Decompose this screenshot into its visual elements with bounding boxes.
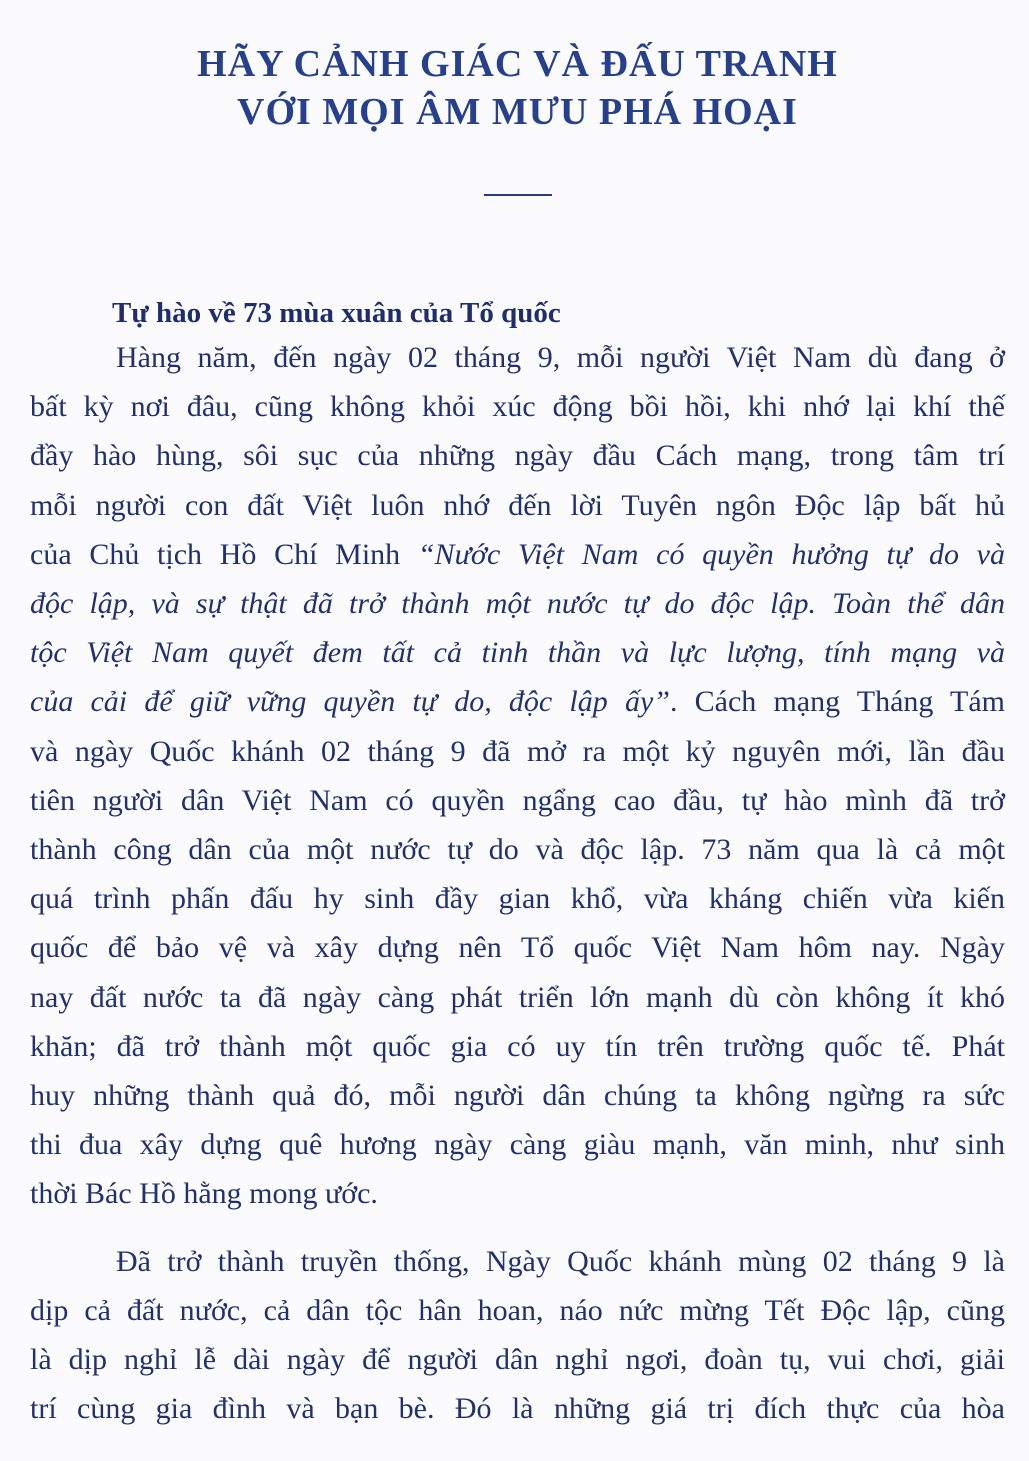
- text-line: [30, 530, 1005, 579]
- quote-text: “Nước Việt Nam có quyền hưởng tự do và: [417, 537, 1005, 571]
- text-line: Hàng năm, đến ngày 02 tháng 9, mỗi người Việt Nam dù đang ở: [116, 341, 1005, 374]
- text-line: tiên người dân Việt Nam có quyền ngẩng cao đầu, tự hào mình đã trở: [30, 783, 1005, 817]
- text-line: Đã trở thành truyền thống, Ngày Quốc khánh mùng 02 tháng 9 là: [116, 1244, 1005, 1278]
- text-line: đầy hào hùng, sôi sục của những ngày đầu Cách mạng, trong tâm trí: [30, 439, 1005, 473]
- paragraph-2: [30, 1237, 1005, 1434]
- paragraph-1: [30, 333, 1005, 1219]
- text-line: quốc để bảo vệ và xây dựng nên Tổ quốc Việt Nam hôm nay. Ngày: [30, 931, 1005, 965]
- quote-text: độc lập, và sự thật đã trở thành một nước tự do độc lập. Toàn thể dân: [30, 587, 1005, 621]
- text-line: quá trình phấn đấu hy sinh đầy gian khổ, vừa kháng chiến vừa kiến: [30, 882, 1005, 916]
- text-line: dịp cả đất nước, cả dân tộc hân hoan, náo nức mừng Tết Độc lập, cũng: [30, 1293, 1005, 1327]
- document-page: [30, 0, 1005, 1433]
- text-line: thi đua xây dựng quê hương ngày càng giàu mạnh, văn minh, như sinh: [30, 1128, 1005, 1162]
- text-run: . Cách mạng Tháng Tám: [669, 685, 1005, 719]
- quote-text: của cải để giữ vững quyền tự do, độc lập ấy”: [30, 685, 670, 719]
- text-line: nay đất nước ta đã ngày càng phát triển lớn mạnh dù còn không ít khó: [30, 980, 1005, 1014]
- title-line-2: VỚI MỌI ÂM MƯU PHÁ HOẠI: [237, 91, 798, 133]
- section-heading: Tự hào về 73 mùa xuân của Tổ quốc: [112, 297, 561, 329]
- quote-line: [30, 579, 1005, 628]
- title-divider: [484, 194, 552, 196]
- text-line: trí cùng gia đình và bạn bè. Đó là những giá trị đích thực của hòa: [30, 1392, 1005, 1426]
- text-line: là dịp nghỉ lễ dài ngày để người dân nghỉ ngơi, đoàn tụ, vui chơi, giải: [30, 1343, 1005, 1377]
- quote-text: tộc Việt Nam quyết đem tất cả tinh thần và lực lượng, tính mạng và: [30, 636, 1005, 670]
- text-line: mỗi người con đất Việt luôn nhớ đến lời Tuyên ngôn Độc lập bất hủ: [30, 488, 1005, 522]
- text-line: khăn; đã trở thành một quốc gia có uy tín trên trường quốc tế. Phát: [30, 1029, 1005, 1063]
- quote-line: [30, 628, 1005, 677]
- page-title: [30, 40, 1005, 136]
- text-line: thành công dân của một nước tự do và độc lập. 73 năm qua là cả một: [30, 833, 1005, 867]
- text-line: bất kỳ nơi đâu, cũng không khỏi xúc động bồi hồi, khi nhớ lại khí thế: [30, 390, 1005, 424]
- text-line: thời Bác Hồ hằng mong ước.: [30, 1177, 378, 1211]
- text-line: [30, 677, 1005, 726]
- title-line-1: HÃY CẢNH GIÁC VÀ ĐẤU TRANH: [197, 43, 838, 85]
- text-line: và ngày Quốc khánh 02 tháng 9 đã mở ra một kỷ nguyên mới, lần đầu: [30, 734, 1005, 768]
- text-run: của Chủ tịch Hồ Chí Minh: [30, 537, 418, 571]
- text-line: huy những thành quả đó, mỗi người dân chúng ta không ngừng ra sức: [30, 1079, 1005, 1113]
